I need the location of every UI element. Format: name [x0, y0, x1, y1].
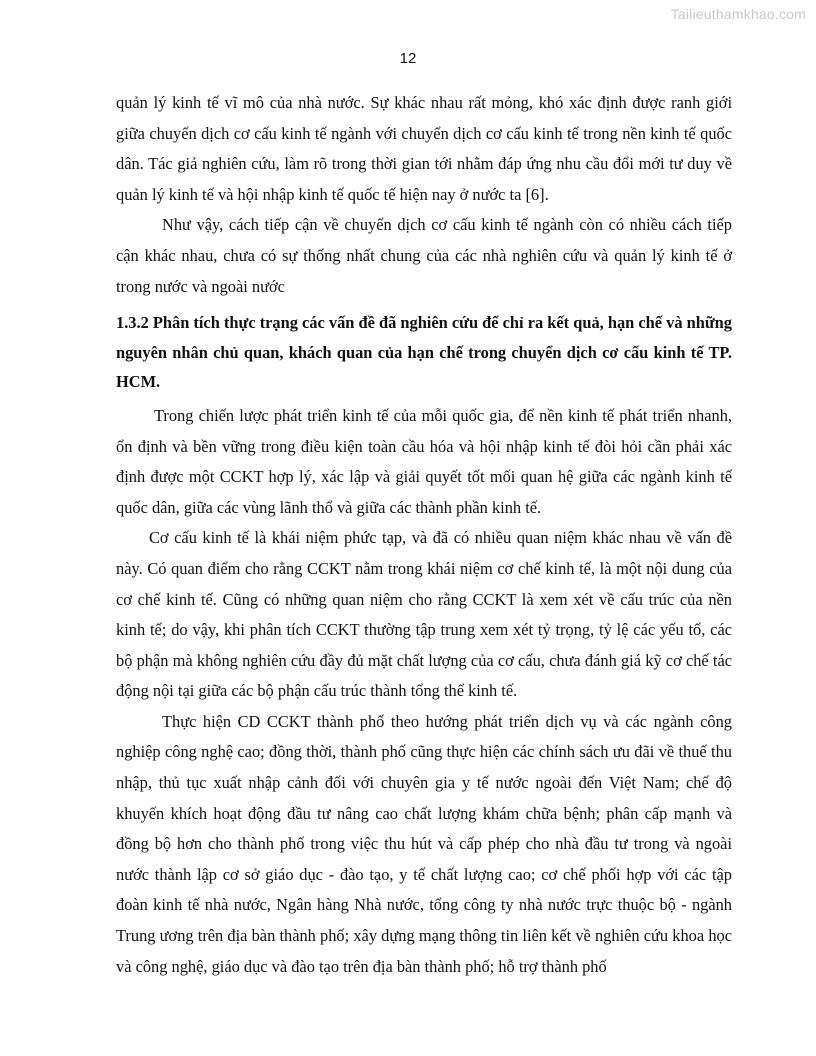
document-body — [116, 88, 732, 982]
paragraph-5: Thực hiện CD CCKT thành phố theo hướng phát triển dịch vụ và các ngành công nghiệp công nghệ cao; đồng thời, thành phố cũng thực hiện các chính sách ưu đãi về thuế thu nhập, thủ tục xuất nhập cảnh đối với chuyên gia y tế nước ngoài đến Việt Nam; chế độ khuyến khích hoạt động đầu tư nâng cao chất lượng khám chữa bệnh; phân cấp mạnh và đồng bộ hơn cho thành phố trong việc thu hút và cấp phép cho nhà đầu tư trong và ngoài nước thành lập cơ sở giáo dục - đào tạo, y tế chất lượng cao; cơ chế phối hợp với các tập đoàn kinh tế nhà nước, Ngân hàng Nhà nước, tổng công ty nhà nước trực thuộc bộ - ngành Trung ương trên địa bàn thành phố; xây dựng mạng thông tin liên kết về nghiên cứu khoa học và công nghệ, giáo dục và đào tạo trên địa bàn thành phố; hỗ trợ thành phố — [116, 711, 732, 976]
paragraph-1: quản lý kinh tế vĩ mô của nhà nước. Sự khác nhau rất mỏng, khó xác định được ranh giới giữa chuyển dịch cơ cấu kinh tế ngành với chuyển dịch cơ cấu kinh tế trong nền kinh tế quốc dân. Tác giả nghiên cứu, làm rõ trong thời gian tới nhằm đáp ứng nhu cầu đổi mới tư duy về quản lý kinh tế và hội nhập kinh tế quốc tế hiện nay ở nước ta [6]. — [116, 93, 732, 204]
page-number: 12 — [399, 50, 417, 67]
watermark: Tailieuthamkhao.com — [670, 6, 806, 22]
section-heading: 1.3.2 Phân tích thực trạng các vấn đề đã nghiên cứu để chỉ ra kết quả, hạn chế và những nguyên nhân chủ quan, khách quan của hạn chế trong chuyển dịch cơ cấu kinh tế TP. HCM. — [116, 313, 732, 392]
paragraph-4: Cơ cấu kinh tế là khái niệm phức tạp, và đã có nhiều quan niệm khác nhau về vấn đề này. Có quan điểm cho rằng CCKT nằm trong khái niệm cơ chế kinh tế, là một nội dung của cơ chế kinh tế. Cũng có những quan niệm cho rằng CCKT là xem xét về cấu trúc của nền kinh tế; do vậy, khi phân tích CCKT thường tập trung xem xét tỷ trọng, tỷ lệ các yếu tố, các bộ phận mà không nghiên cứu đầy đủ mặt chất lượng của cơ cấu, chưa đánh giá kỹ cơ chế tác động nội tại giữa các bộ phận cấu trúc thành tổng thể kinh tế. — [116, 528, 732, 701]
paragraph-3: Trong chiến lược phát triển kinh tế của mỗi quốc gia, để nền kinh tế phát triển nhanh, ổn định và bền vững trong điều kiện toàn cầu hóa và hội nhập kinh tế đòi hỏi cần phải xác định được một CCKT hợp lý, xác lập và giải quyết tốt mối quan hệ giữa các ngành kinh tế quốc dân, giữa các vùng lãnh thổ và giữa các thành phần kinh tế. — [116, 405, 732, 517]
paragraph-2: Như vậy, cách tiếp cận về chuyển dịch cơ cấu kinh tế ngành còn có nhiều cách tiếp cận khác nhau, chưa có sự thống nhất chung của các nhà nghiên cứu và quản lý kinh tế ở trong nước và ngoài nước — [116, 215, 732, 296]
